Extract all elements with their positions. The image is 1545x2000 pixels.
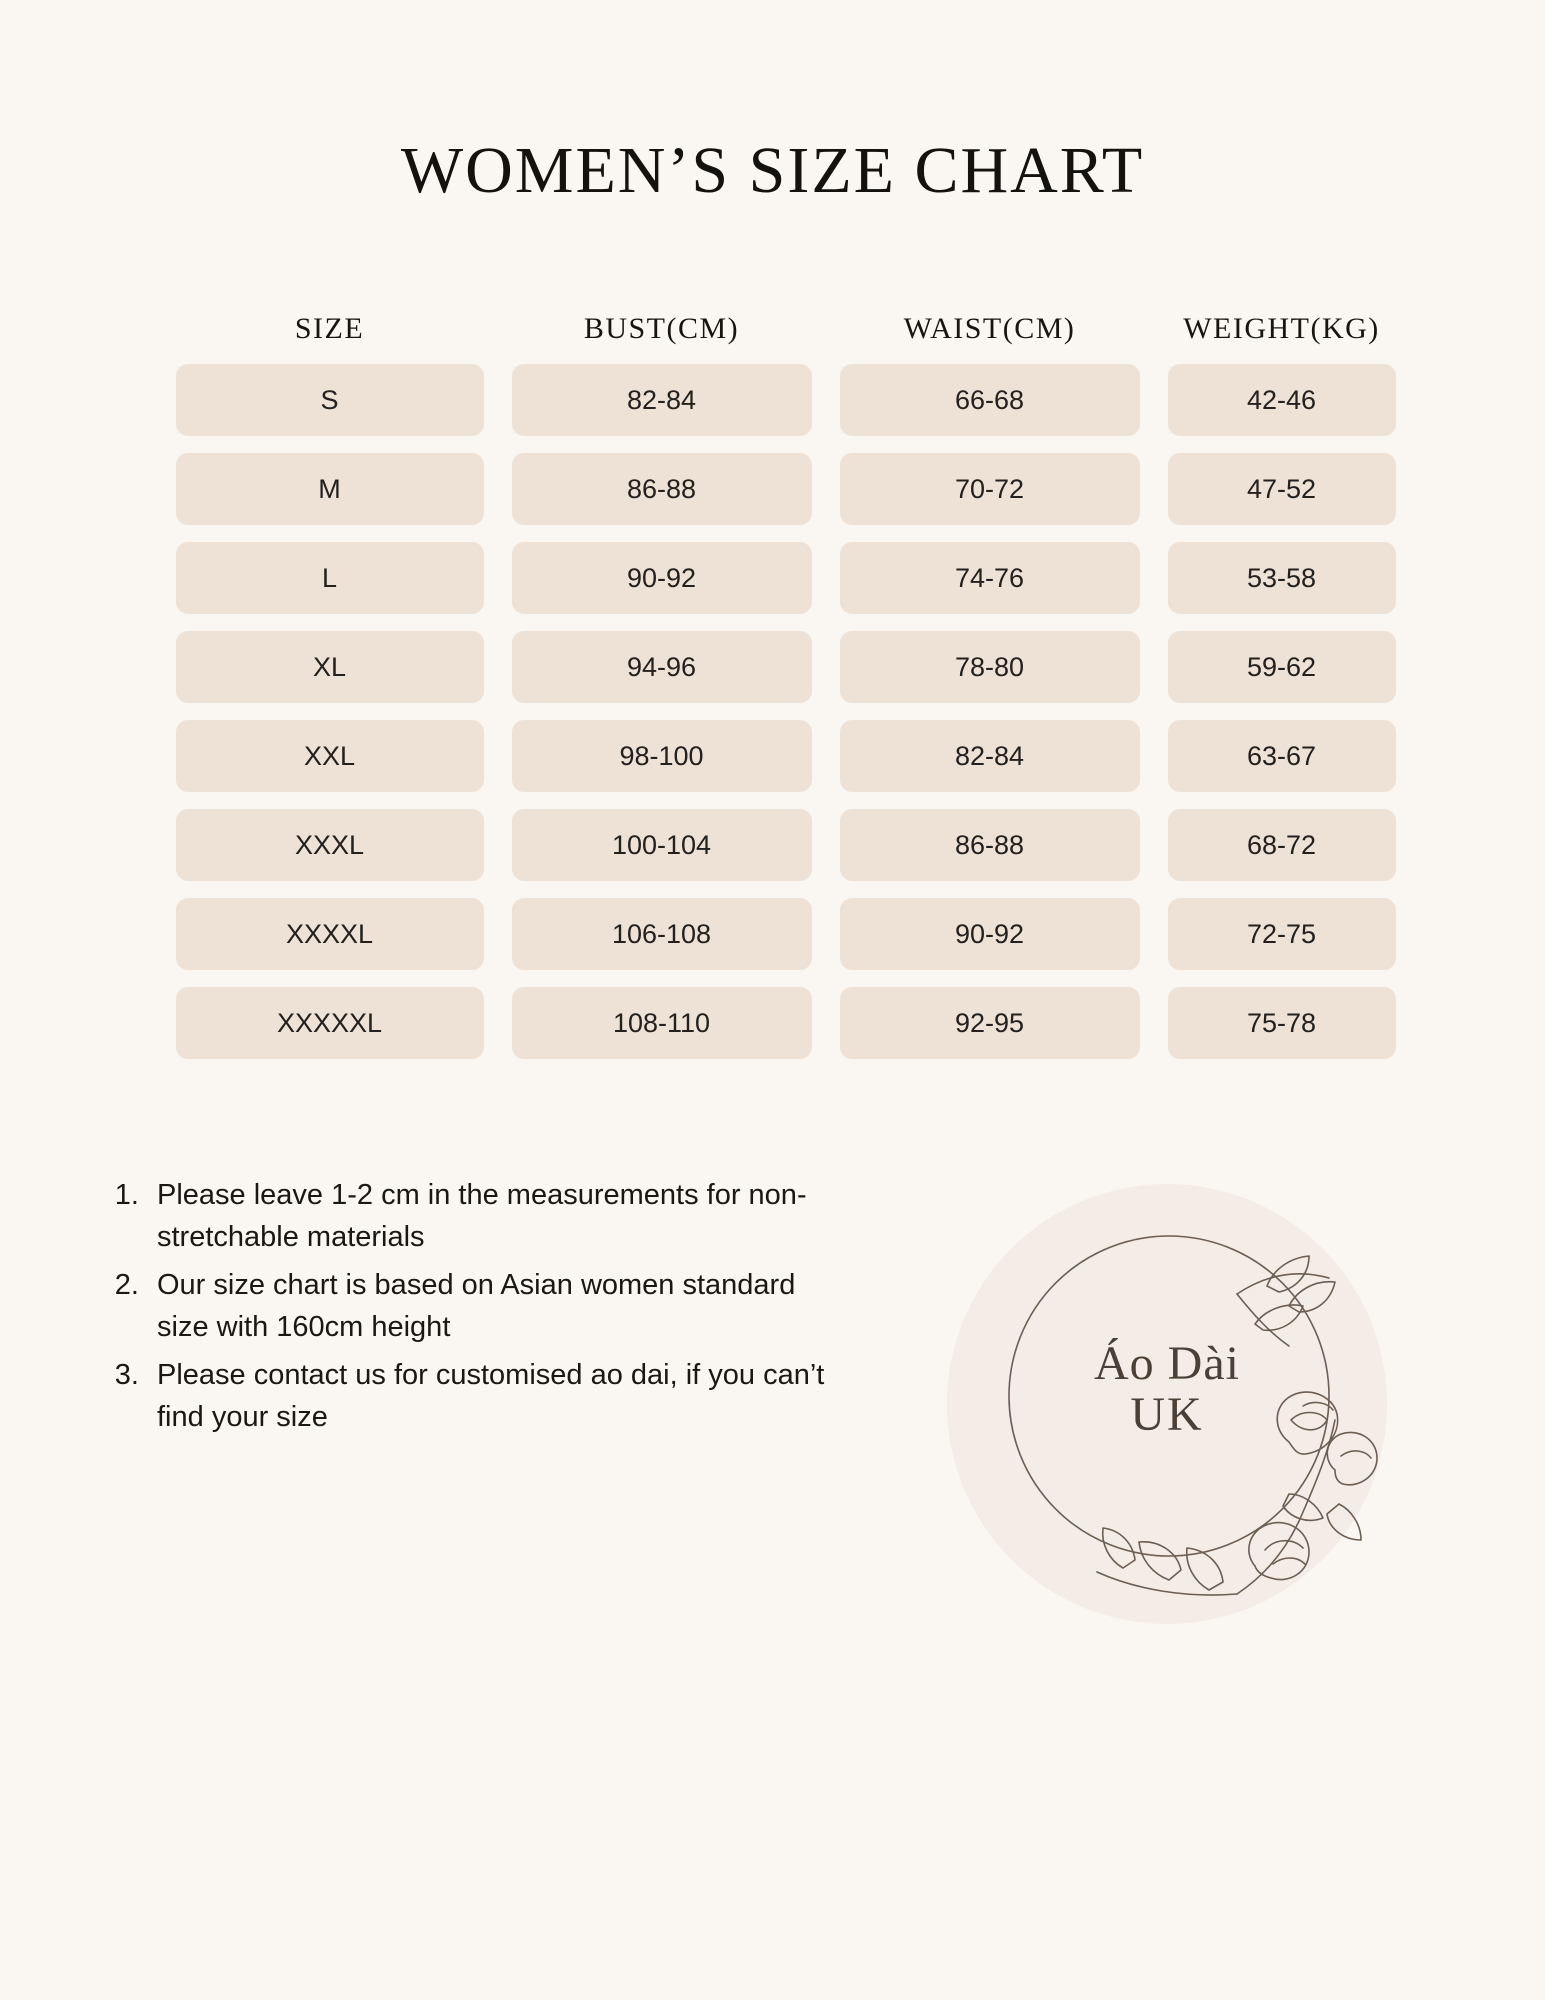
cell-weight: 63-67 bbox=[1168, 720, 1396, 792]
column-header-size: SIZE bbox=[294, 312, 365, 345]
cell-size: XXXXL bbox=[176, 898, 484, 970]
note-item: 3. Please contact us for customised ao dai, if you can’t find your size bbox=[147, 1354, 837, 1438]
cell-bust: 98-100 bbox=[512, 720, 812, 792]
table-row bbox=[148, 364, 1398, 436]
size-chart-table bbox=[148, 204, 1398, 1059]
cell-weight: 68-72 bbox=[1168, 809, 1396, 881]
logo-line-1: Áo Dài bbox=[1094, 1337, 1240, 1390]
table-row bbox=[148, 987, 1398, 1059]
page-title: WOMEN’S SIZE CHART bbox=[400, 134, 1145, 207]
footer-area bbox=[0, 1076, 1545, 1674]
cell-weight: 53-58 bbox=[1168, 542, 1396, 614]
cell-size: M bbox=[176, 453, 484, 525]
column-header-bust: BUST(CM) bbox=[583, 312, 740, 345]
table-header-row bbox=[148, 312, 1398, 364]
cell-waist: 86-88 bbox=[840, 809, 1140, 881]
cell-size: XXXL bbox=[176, 809, 484, 881]
table-row bbox=[148, 631, 1398, 703]
cell-bust: 82-84 bbox=[512, 364, 812, 436]
cell-weight: 59-62 bbox=[1168, 631, 1396, 703]
cell-waist: 74-76 bbox=[840, 542, 1140, 614]
cell-size: XL bbox=[176, 631, 484, 703]
cell-waist: 92-95 bbox=[840, 987, 1140, 1059]
table-row bbox=[148, 542, 1398, 614]
table-row bbox=[148, 809, 1398, 881]
cell-weight: 47-52 bbox=[1168, 453, 1396, 525]
column-header-weight: WEIGHT(KG) bbox=[1183, 312, 1380, 345]
cell-bust: 86-88 bbox=[512, 453, 812, 525]
logo-floral-wreath-icon bbox=[937, 1174, 1407, 1644]
note-item: 1. Please leave 1-2 cm in the measurements for non-stretchable materials bbox=[147, 1174, 837, 1258]
cell-bust: 100-104 bbox=[512, 809, 812, 881]
cell-waist: 82-84 bbox=[840, 720, 1140, 792]
cell-waist: 70-72 bbox=[840, 453, 1140, 525]
logo-line-2: UK bbox=[1130, 1387, 1204, 1441]
brand-logo bbox=[847, 1174, 1417, 1674]
cell-size: XXXXXL bbox=[176, 987, 484, 1059]
column-header-waist: WAIST(CM) bbox=[903, 312, 1076, 345]
cell-weight: 72-75 bbox=[1168, 898, 1396, 970]
cell-bust: 90-92 bbox=[512, 542, 812, 614]
cell-size: L bbox=[176, 542, 484, 614]
cell-size: XXL bbox=[176, 720, 484, 792]
cell-waist: 78-80 bbox=[840, 631, 1140, 703]
note-item: 2. Our size chart is based on Asian women standard size with 160cm height bbox=[147, 1264, 837, 1348]
cell-size: S bbox=[176, 364, 484, 436]
cell-bust: 108-110 bbox=[512, 987, 812, 1059]
cell-weight: 42-46 bbox=[1168, 364, 1396, 436]
table-row bbox=[148, 453, 1398, 525]
table-row bbox=[148, 720, 1398, 792]
cell-bust: 106-108 bbox=[512, 898, 812, 970]
cell-waist: 90-92 bbox=[840, 898, 1140, 970]
cell-weight: 75-78 bbox=[1168, 987, 1396, 1059]
cell-bust: 94-96 bbox=[512, 631, 812, 703]
table-row bbox=[148, 898, 1398, 970]
notes-list bbox=[105, 1174, 837, 1444]
cell-waist: 66-68 bbox=[840, 364, 1140, 436]
